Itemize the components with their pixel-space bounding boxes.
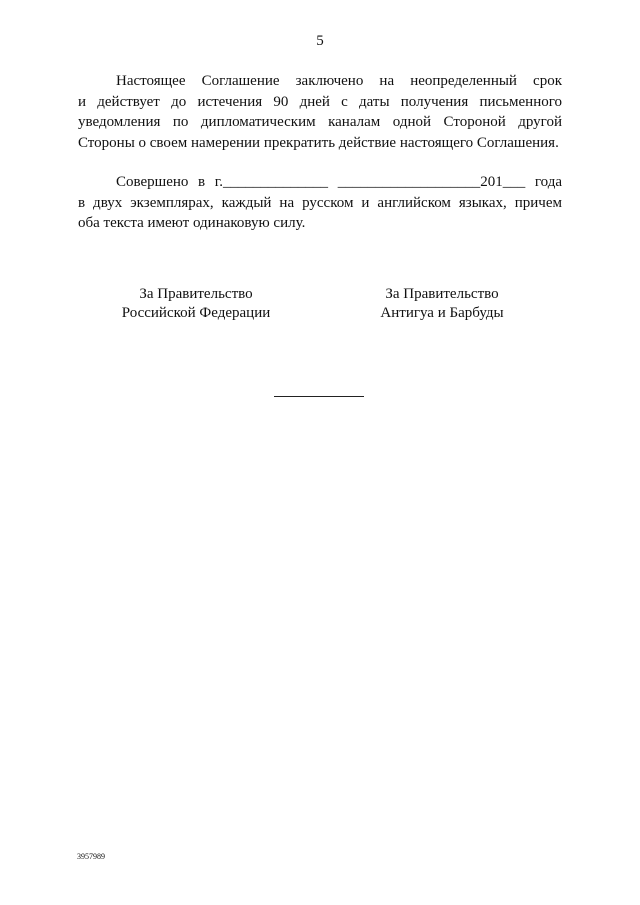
execution-line-2: в двух экземплярах, каждый на русском и английском языках, причем <box>78 194 562 211</box>
signature-russia-line-1: За Правительство <box>139 286 253 302</box>
term-line-1: Настоящее Соглашение заключено на неопределенный срок <box>116 73 562 89</box>
footer-document-code: 3957989 <box>77 852 105 861</box>
term-line-4: Стороны о своем намерении прекратить действие настоящего Соглашения. <box>78 134 559 151</box>
execution-line-1: Совершено в г.______________ ___________________201___ года <box>116 174 562 190</box>
signature-russia <box>96 285 296 323</box>
term-paragraph <box>78 71 562 153</box>
term-line-3: уведомления по дипломатическим каналам одной Стороной другой <box>78 114 562 130</box>
signature-russia-line-2: Российской Федерации <box>121 305 271 321</box>
signature-antigua <box>342 285 542 323</box>
signature-antigua-line-2: Антигуа и Барбуды <box>380 305 504 321</box>
term-line-2: и действует до истечения 90 дней с даты получения письменного <box>78 93 562 110</box>
signature-antigua-line-1: За Правительство <box>385 286 499 302</box>
end-divider <box>274 396 364 397</box>
execution-paragraph <box>78 172 562 234</box>
execution-line-3: оба текста имеют одинаковую силу. <box>78 215 306 231</box>
page-number: 5 <box>316 33 324 49</box>
